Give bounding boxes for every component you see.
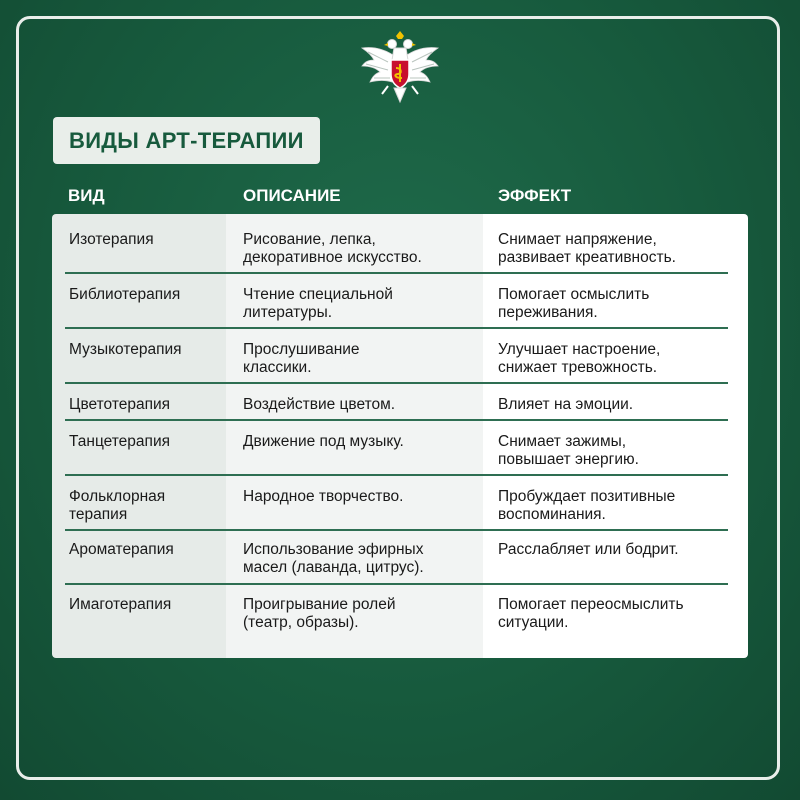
page-title: ВИДЫ АРТ-ТЕРАПИИ: [53, 117, 320, 164]
cell-type: Музыкотерапия: [69, 341, 182, 358]
cell-effect: Снимает зажимы, повышает энергию.: [498, 433, 639, 468]
double-headed-eagle-emblem-icon: [358, 30, 442, 106]
cell-description: Рисование, лепка, декоративное искусство.: [243, 231, 422, 266]
cell-effect: Расслабляет или бодрит.: [498, 541, 679, 558]
row-divider: [65, 272, 728, 274]
cell-description: Проигрывание ролей (театр, образы).: [243, 596, 396, 631]
column-header-description: ОПИСАНИЕ: [243, 186, 341, 205]
cell-description: Чтение специальной литературы.: [243, 286, 393, 321]
cell-description: Использование эфирных масел (лаванда, цитрус).: [243, 541, 424, 576]
cell-type: Имаготерапия: [69, 596, 172, 613]
column-header-effect: ЭФФЕКТ: [498, 186, 572, 205]
cell-effect: Помогает осмыслить переживания.: [498, 286, 650, 321]
cell-description: Прослушивание классики.: [243, 341, 360, 376]
cell-effect: Влияет на эмоции.: [498, 396, 634, 413]
row-divider: [65, 583, 728, 585]
cell-effect: Пробуждает позитивные воспоминания.: [498, 488, 676, 523]
cell-description: Движение под музыку.: [243, 433, 404, 450]
column-header-type: ВИД: [68, 186, 105, 205]
cell-effect: Помогает переосмыслить ситуации.: [498, 596, 684, 631]
row-divider: [65, 419, 728, 421]
row-divider: [65, 529, 728, 531]
row-divider: [65, 382, 728, 384]
cell-description: Народное творчество.: [243, 488, 404, 505]
cell-type: Изотерапия: [69, 231, 154, 248]
row-divider: [65, 474, 728, 476]
cell-type: Цветотерапия: [69, 396, 171, 413]
cell-effect: Снимает напряжение, развивает креативность.: [498, 231, 676, 266]
row-divider: [65, 327, 728, 329]
art-therapy-table: [52, 214, 748, 658]
cell-description: Воздействие цветом.: [243, 396, 396, 413]
cell-type: Ароматерапия: [69, 541, 174, 558]
cell-type: Танцетерапия: [69, 433, 170, 450]
cell-type: Фольклорная терапия: [69, 488, 166, 523]
cell-effect: Улучшает настроение, снижает тревожность.: [498, 341, 661, 376]
cell-type: Библиотерапия: [69, 286, 181, 303]
